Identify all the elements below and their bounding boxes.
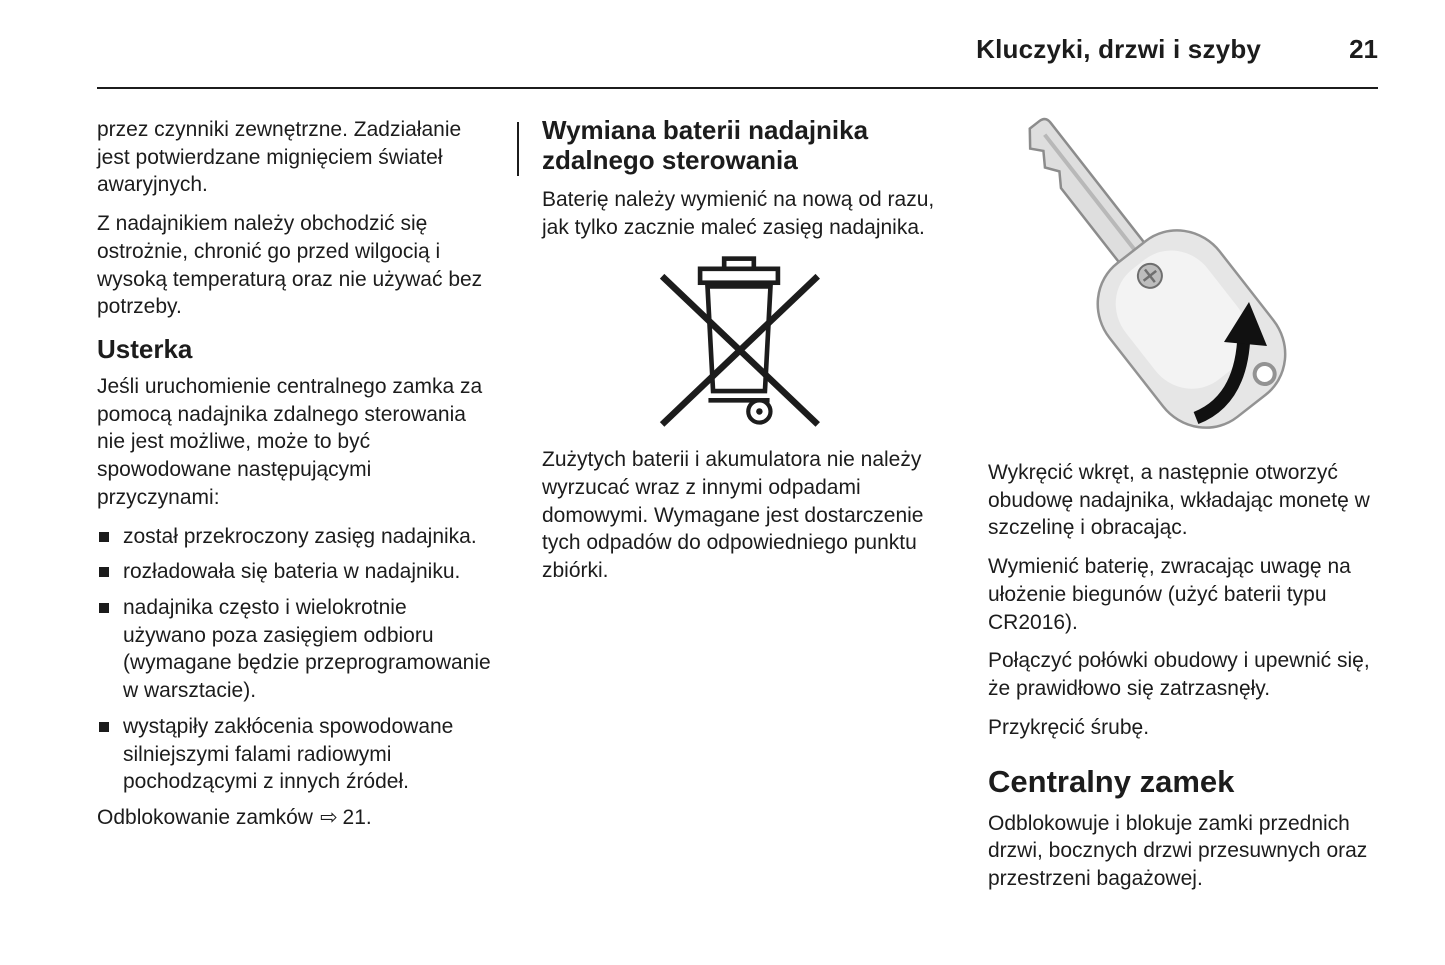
bullet-square-icon — [99, 567, 109, 577]
paragraph-fault-intro: Jeśli uruchomienie centralnego zamka za pomocą nadajnika zdalnego sterowania nie jest możliwe, może to być spowodowane następującymi przyczynami: — [97, 374, 483, 509]
left-column — [97, 116, 495, 843]
paragraph-continued: przez czynniki zewnętrzne. Zadziałanie jest potwierdzane mignięciem świateł awaryjnych. — [97, 118, 462, 197]
header-rule — [97, 87, 1378, 89]
fault-causes-list — [97, 523, 495, 796]
paragraph-join-halves: Połączyć połówki obudowy i upewnić się, że prawidłowo się zatrzasnęły. — [988, 649, 1370, 701]
weee-crossed-out-bin-icon — [651, 252, 827, 432]
paragraph-tighten-screw: Przykręcić śrubę. — [988, 715, 1150, 739]
list-item — [97, 713, 495, 796]
remote-key-fob-illustration-icon — [988, 116, 1380, 451]
list-item — [97, 594, 495, 705]
list-item-text: rozładowała się bateria w nadajniku. — [123, 560, 461, 584]
middle-column — [542, 116, 936, 596]
reference-arrow-icon: ⇨ — [319, 804, 338, 829]
right-column — [988, 116, 1380, 904]
paragraph-unscrew: Wykręcić wkręt, a następnie otworzyć obudowę nadajnika, wkładając monetę w szczelinę i obracając. — [988, 461, 1370, 540]
list-item — [97, 558, 495, 586]
paragraph-handling: Z nadajnikiem należy obchodzić się ostrożnie, chronić go przed wilgocią i wysoką temperaturą oraz nie używać bez potrzeby. — [97, 212, 483, 319]
bullet-square-icon — [99, 722, 109, 732]
revision-change-bar — [517, 122, 519, 176]
reference-page-number: 21. — [342, 805, 372, 829]
paragraph-replace-battery: Wymienić baterię, zwracając uwagę na ułożenie biegunów (użyć baterii typu CR2016). — [988, 555, 1351, 634]
list-item — [97, 523, 495, 551]
bullet-square-icon — [99, 603, 109, 613]
heading-battery-replacement: Wymiana baterii nadajnika zdalnego sterowania — [542, 115, 869, 175]
list-item-text: nadajnika często i wielokrotnie używano poza zasięgiem odbioru (wymagane będzie przeprogramowanie w warsztacie). — [123, 595, 491, 703]
heading-fault: Usterka — [97, 334, 193, 365]
paragraph-central-lock: Odblokowuje i blokuje zamki przednich drzwi, bocznych drzwi przesuwnych oraz przestrzeni bagażowej. — [988, 811, 1368, 890]
heading-central-lock: Centralny zamek — [988, 764, 1235, 800]
cross-reference — [97, 804, 495, 832]
weee-figure — [542, 252, 936, 432]
page-number: 21 — [1349, 34, 1378, 64]
cross-reference-text: Odblokowanie zamków — [97, 805, 313, 829]
list-item-text: wystąpiły zakłócenia spowodowane silniejszymi falami radiowymi pochodzącymi z innych źródeł. — [123, 714, 454, 794]
list-item-text: został przekroczony zasięg nadajnika. — [123, 524, 477, 548]
page-header — [97, 34, 1378, 65]
paragraph-battery: Baterię należy wymienić na nową od razu, jak tylko zacznie maleć zasięg nadajnika. — [542, 187, 935, 239]
bullet-square-icon — [99, 532, 109, 542]
paragraph-disposal: Zużytych baterii i akumulatora nie należy wyrzucać wraz z innymi odpadami domowymi. Wymagane jest dostarczenie tych odpadów do odpowiedniego punktu zbiórki. — [542, 448, 924, 583]
key-fob-figure — [988, 116, 1380, 451]
page-reference-link[interactable] — [320, 806, 372, 829]
section-title: Kluczyki, drzwi i szyby — [976, 34, 1262, 64]
